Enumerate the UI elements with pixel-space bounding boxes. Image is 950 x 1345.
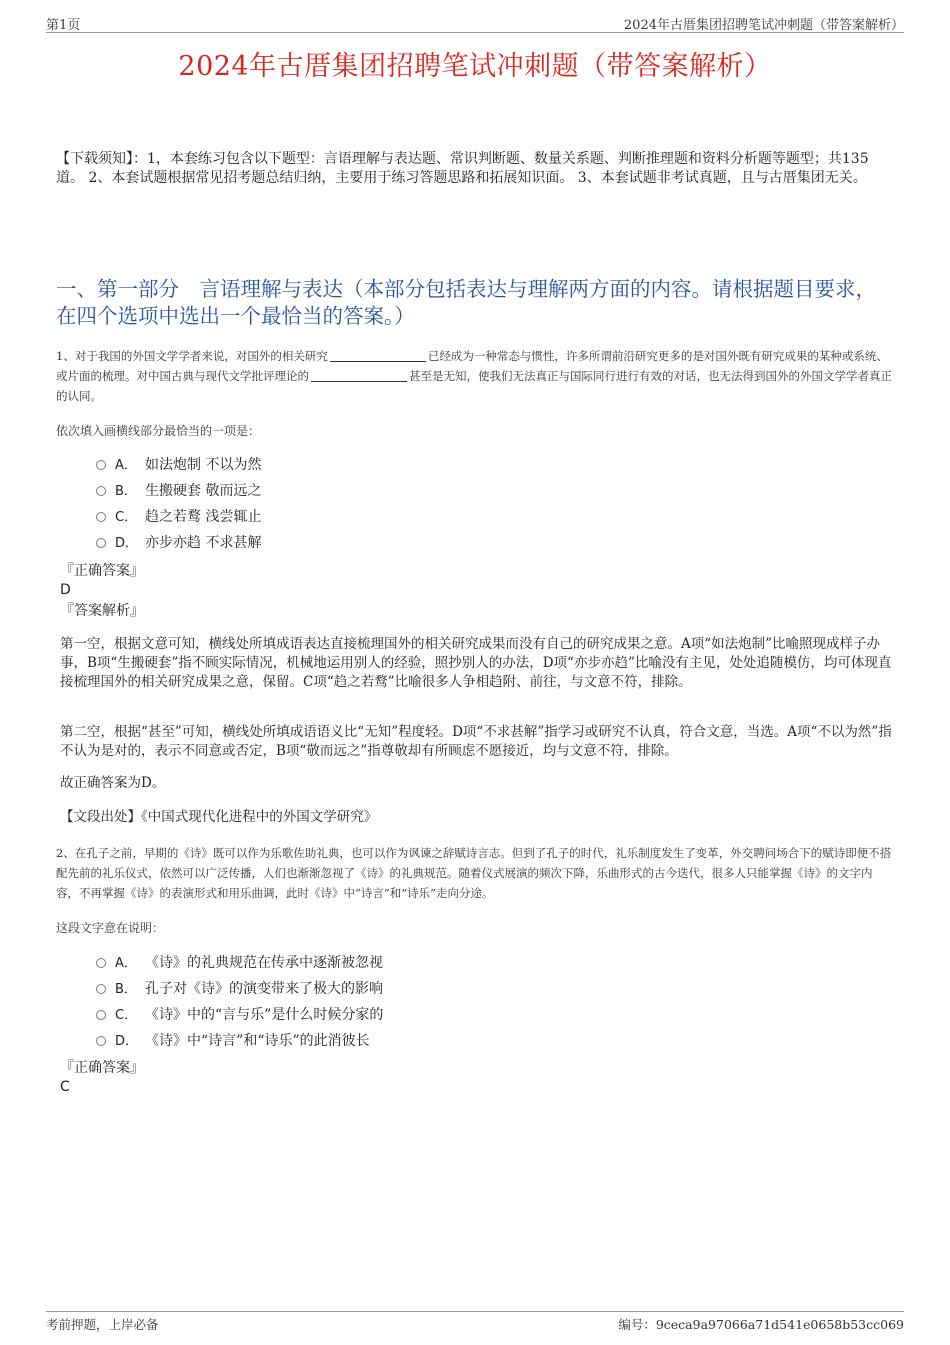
question-2-options [96, 950, 383, 1054]
q1-option-a[interactable]: A． 如法炮制 不以为然 [96, 452, 261, 478]
radio-icon[interactable] [96, 1036, 106, 1046]
q1-stem-part-3: 甚至是无知，使我们无法真正与国际同行进行有效的对话，也无法得到国外的外国文学学者真正的认同。 [56, 369, 892, 403]
section-heading: 一、第一部分 言语理解与表达（本部分包括表达与理解两方面的内容。请根据题目要求，在四个选项中选出一个最恰当的答案。） [56, 277, 876, 328]
question-2-stem: 2、在孔子之前，早期的《诗》既可以作为乐歌佐助礼典，也可以作为讽谏之辞赋诗言志。但到了孔子的时代，礼乐制度发生了变革，外交聘问场合下的赋诗即便不搭配先前的礼乐仪式，依然可以广泛传播，人们也渐渐忽视了《诗》的礼典规范。随着仪式展演的频次下降，乐曲形式的古今迭代，很多人只能掌握《诗》的文字内容，不再掌握《诗》的表演形式和用乐曲调，此时《诗》中“诗言”和“诗乐”走向分途。 [56, 846, 892, 900]
download-notice: 【下载须知】：1，本套练习包含以下题型：言语理解与表达题、常识判断题、数量关系题、判断推理题和资料分析题等题型；共135道。 2、本套试题根据常见招考题总结归纳，主要用于练习答题思路和拓展知识面。 3、本套试题非考试真题，且与古厝集团无关。 [56, 151, 869, 186]
q2-answer: C [60, 1079, 70, 1095]
q1-source: 【文段出处】《中国式现代化进程中的外国文学研究》 [60, 809, 378, 825]
radio-icon[interactable] [96, 1010, 106, 1020]
q1-blank-1 [330, 349, 426, 362]
question-2-prompt: 这段文字意在说明： [56, 921, 165, 935]
q2-option-d[interactable]: D． 《诗》中“诗言”和“诗乐”的此消彼长 [96, 1028, 383, 1054]
q2-answer-label: 『正确答案』 [60, 1060, 144, 1076]
q1-stem-part-2: 已经成为一种常态与惯性，许多所谓前沿研究更多的是对国外既有研究成果的某种或系统、或片面的梳理。对中国古典与现代文学批评理论的 [56, 349, 888, 383]
q1-answer-label: 『正确答案』 [60, 563, 144, 579]
radio-icon[interactable] [96, 512, 106, 522]
page-number: 第1页 [46, 18, 81, 33]
radio-icon[interactable] [96, 984, 106, 994]
q2-option-b[interactable]: B． 孔子对《诗》的演变带来了极大的影响 [96, 976, 383, 1002]
q1-option-b[interactable]: B． 生搬硬套 敬而远之 [96, 478, 261, 504]
q1-option-c[interactable]: C． 趋之若鹜 浅尝辄止 [96, 504, 261, 530]
q1-analysis-paragraph-1: 第一空，根据文意可知，横线处所填成语表达直接梳理国外的相关研究成果而没有自己的研究成果之意。A项“如法炮制”比喻照现成样子办事，B项“生搬硬套”指不顾实际情况，机械地运用别人的经验，照抄别人的办法，D项“亦步亦趋”比喻没有主见，处处追随模仿，均可体现直接梳理国外的相关研究成果之意，保留。C项“趋之若鹜”比喻很多人争相趋附、前往，与文意不符，排除。 [60, 636, 892, 690]
page-footer [46, 1311, 904, 1332]
q1-analysis-label: 『答案解析』 [60, 603, 144, 619]
q1-analysis-paragraph-2: 第二空，根据“甚至”可知，横线处所填成语语义比“无知”程度轻。D项“不求甚解”指学习或研究不认真，符合文意，当选。A项“不以为然”指不认为是对的，表示不同意或否定，B项“敬而远之”指尊敬却有所顾虑不愿接近，均与文意不符，排除。 [60, 724, 892, 759]
q1-analysis-paragraph-3: 故正确答案为D。 [60, 775, 166, 791]
radio-icon[interactable] [96, 538, 106, 548]
q2-option-c[interactable]: C． 《诗》中的“言与乐”是什么时候分家的 [96, 1002, 383, 1028]
question-1-options [96, 452, 261, 556]
footer-slogan: 考前押题，上岸必备 [46, 1317, 159, 1332]
q2-option-a[interactable]: A． 《诗》的礼典规范在传承中逐渐被忽视 [96, 950, 383, 976]
q1-blank-2 [311, 369, 407, 382]
question-1-prompt: 依次填入画横线部分最恰当的一项是： [56, 424, 261, 438]
radio-icon[interactable] [96, 486, 106, 496]
q1-option-d[interactable]: D． 亦步亦趋 不求甚解 [96, 530, 261, 556]
question-1-stem [56, 346, 894, 406]
q1-answer: D [60, 582, 71, 598]
radio-icon[interactable] [96, 460, 106, 470]
footer-doc-id: 编号：9ceca9a97066a71d541e0658b53cc069 [618, 1317, 904, 1332]
q1-stem-part-1: 1、对于我国的外国文学学者来说，对国外的相关研究 [56, 349, 328, 363]
document-title: 2024年古厝集团招聘笔试冲刺题（带答案解析） [178, 51, 772, 82]
page-header [46, 14, 904, 33]
header-doc-name: 2024年古厝集团招聘笔试冲刺题（带答案解析） [623, 18, 904, 33]
radio-icon[interactable] [96, 958, 106, 968]
